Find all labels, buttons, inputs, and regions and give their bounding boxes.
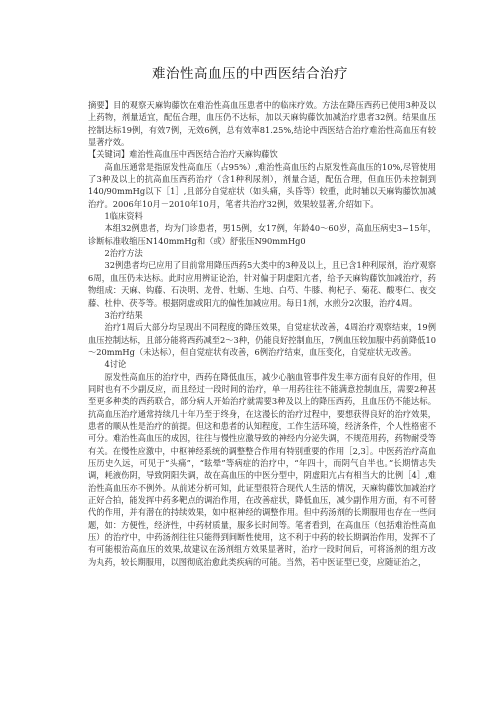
section-3-heading: 3治疗结果 [104, 309, 143, 320]
paper-body [88, 99, 436, 568]
section-1-heading: 1临床资料 [104, 211, 143, 222]
section-2-text: 32例患者均已应用了目前常用降压西药5大类中的3种及以上，且已含1种利尿剂，治疗观察6周，血压仍未达标。此时应用辨证论治，针对偏于阴虚阳亢者，给予天麻钩藤饮加减治疗，药物组成：天麻、钩藤、石决明、龙骨、牡蛎、生地、白芍、牛膝、枸杞子、菊花、酸枣仁、夜交藤、杜仲、茯苓等。根据阴虚或阳亢的偏性加减应用。每日1剂，水煎分2次服，治疗4周。 [88, 260, 436, 308]
section-1-text: 本组32例患者，均为门诊患者，男15例，女17例，年龄40～60岁，高血压病史3~15年，诊断标准收缩压N140mmHg和（或）舒张压N90mmHg0 [88, 223, 436, 246]
section-3-text: 治疗1周后大部分均呈现出不同程度的降压效果，自觉症状改善，4周治疗观察结束，19例血压控制达标，且部分能将西药减至2～3种，仍能良好控制血压，7例血压较加服中药前降低10～20mmHg（未达标），但自觉症状有改善，6例治疗结束，血压变化，自觉症状无改善。 [88, 322, 436, 357]
section-2-heading: 2治疗方法 [104, 248, 143, 259]
paper-title: 难治性高血压的中西医结合治疗 [152, 66, 348, 82]
abstract: 摘要】目的观察天麻钩藤饮在难治性高血压患者中的临床疗效。方法在降压西药已使用3种及以上药物，剂量适宜，配伍合理，血压仍不达标，加以天麻钩藤饮加减治疗患者32例。结果血压控制达标19例，有效7例，无效6例，总有效率81.25%,结论中西医结合治疗难治性高血压有较显著疗效。 [88, 100, 436, 148]
section-4-text: 原发性高血压的治疗中，西药在降低血压，减少心脑血管事件发生率方面有良好的作用，但同时也有不少副反应，而且经过一段时间的治疗，单一用药往往不能满意控制血压，需要2种甚至更多种类的西药联合，部分病人开始治疗就需要3种及以上的降压西药，且血压仍不能达标。抗高血压治疗通常持续几十年乃至于终身，在这漫长的治疗过程中，要想获得良好的治疗效果，患者的顺从性是治疗的前提。但这和患者的认知程度，工作生活环境，经济条件，个人性格密不可分。难治性高血压的成因，往往与慢性应激导致的神经内分泌失调，不规范用药，药物耐受等有关。在慢性应激中，中枢神经系统的调整整合作用有特别重要的作用［2,3］。中医药治疗高血压历史久远，可见于“头痛”，“眩晕”等病症的治疗中，“年四十，而阴气自半也。”长期情志失调，耗液伤阴，导致阴阳失调，故在高血压的中医分型中，阴虚阳亢占有相当大的比例［4］,难治性高血压亦不例外。从前述分析可知，此证型很符合现代人生活的情况，天麻钩藤饮加减治疗正好合拍，能发挥中药多靶点的调治作用，在改善症状，降低血压，减少副作用方面，有不可替代的作用，并有潜在的持续效果，如中枢神经的调整作用。但中药汤剂的长期服用也存在一些问题，如：方便性，经济性，中药材质量，服多长时间等。笔者看到，在高血压（包括难治性高血压）的治疗中，中药汤剂往往只能得到间断性使用，这不利于中药的较长期调治作用，发挥不了有可能根治高血压的效果,故建议在汤剂组方效果显著时，治疗一段时间后，可将汤剂的组方改为丸药，较长期服用，以图彻底治愈此类疾病的可能。当然，若中医证型已变，应随证治之， [88, 371, 436, 567]
introduction: 高血压通常是指原发性高血压（占95%）,难治性高血压约占原发性高血压的10%,尽管使用了3种及以上的抗高血压西药治疗（含1种利尿剂），剂量合适，配伍合理，但血压仍未控制到140/90mmHg以下［1］,且部分自觉症状（如头痛，头昏等）较重，此时辅以天麻钩藤饮加减治疗。2006年10月－2010年10月，笔者共治疗32例，效果较显著,介绍如下。 [88, 161, 436, 209]
section-4-heading: 4讨论 [104, 359, 127, 370]
keywords: 【关键词】难治性高血压中西医结合治疗天麻钩藤饮 [88, 149, 278, 160]
